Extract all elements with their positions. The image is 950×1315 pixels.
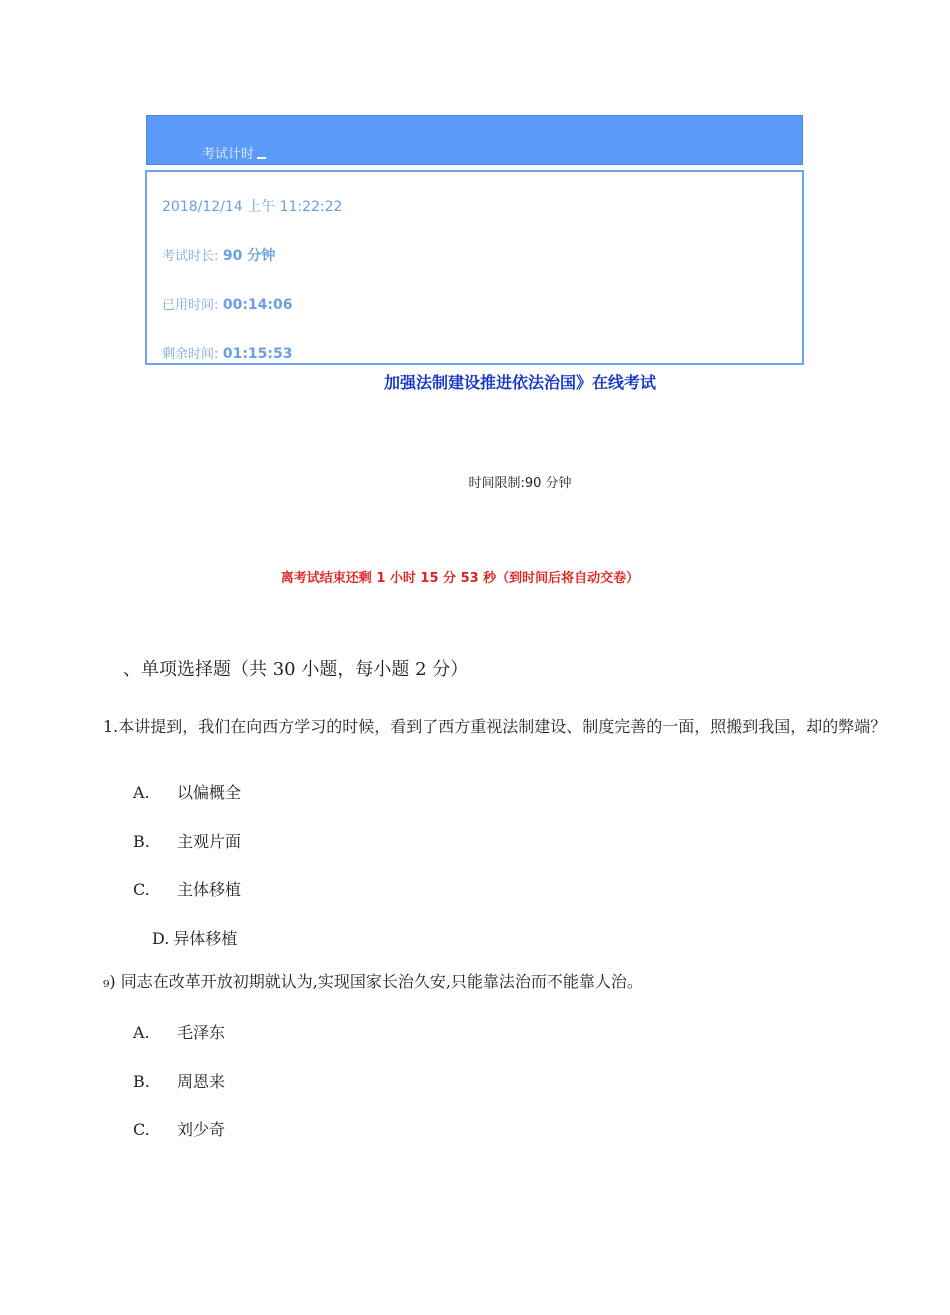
remaining-time-label: 剩余时间: — [162, 347, 219, 362]
option-text: 主体移植 — [177, 880, 242, 899]
remaining-time-value: 01:15:53 — [222, 346, 293, 362]
exam-duration-label: 考试时长: — [162, 249, 219, 264]
elapsed-time-label: 已用时间: — [162, 298, 219, 313]
question-2-option-a[interactable] — [133, 1020, 225, 1043]
exam-duration-value: 90 分钟 — [222, 248, 276, 264]
remaining-time — [162, 343, 293, 362]
exam-timer-header — [146, 115, 803, 165]
question-1-option-b[interactable] — [133, 829, 241, 852]
option-letter: A. — [133, 783, 150, 802]
option-text: 主观片面 — [177, 832, 242, 851]
current-datetime: 2018/12/14 上午 11:22:22 — [162, 199, 343, 215]
question-2-option-c[interactable] — [133, 1117, 225, 1140]
option-text: 异体移植 — [173, 929, 238, 948]
exam-timer-title — [202, 143, 266, 162]
option-text: 刘少奇 — [177, 1120, 226, 1139]
timer-cursor-icon — [257, 157, 266, 159]
option-letter: D. — [152, 929, 170, 948]
option-text: 毛泽东 — [177, 1023, 226, 1042]
exam-time-limit: 时间限制:90 分钟 — [468, 476, 572, 491]
exam-countdown: 离考试结束还剩 1 小时 15 分 53 秒（到时间后将自动交卷） — [280, 571, 640, 586]
option-letter: C. — [133, 1120, 150, 1139]
exam-title: 加强法制建设推进依法治国》在线考试 — [383, 373, 656, 392]
option-letter: A. — [133, 1023, 150, 1042]
exam-duration — [162, 245, 275, 265]
question-1-option-a[interactable] — [133, 780, 241, 803]
option-text: 周恩来 — [177, 1072, 226, 1091]
question-2-text: ₉) 同志在改革开放初期就认为,实现国家长治久安,只能靠法治而不能靠人治。 — [103, 972, 643, 991]
elapsed-time — [162, 294, 293, 313]
option-text: 以偏概全 — [177, 783, 242, 802]
question-1-option-c[interactable] — [133, 877, 241, 900]
option-letter: B. — [133, 832, 150, 851]
option-letter: C. — [133, 880, 150, 899]
exam-timer-title-text: 考试计时 — [202, 147, 255, 162]
exam-timer-panel — [145, 170, 804, 365]
question-2-option-b[interactable] — [133, 1069, 225, 1092]
question-1-text: 1.本讲提到，我们在向西方学习的时候，看到了西方重视法制建设、制度完善的一面，照搬到我国，却的弊端？ — [103, 717, 887, 736]
section-heading: 、单项选择题（共 30 小题，每小题 2 分） — [123, 659, 469, 680]
question-1-option-d[interactable] — [152, 926, 237, 949]
elapsed-time-value: 00:14:06 — [222, 297, 293, 313]
option-letter: B. — [133, 1072, 150, 1091]
